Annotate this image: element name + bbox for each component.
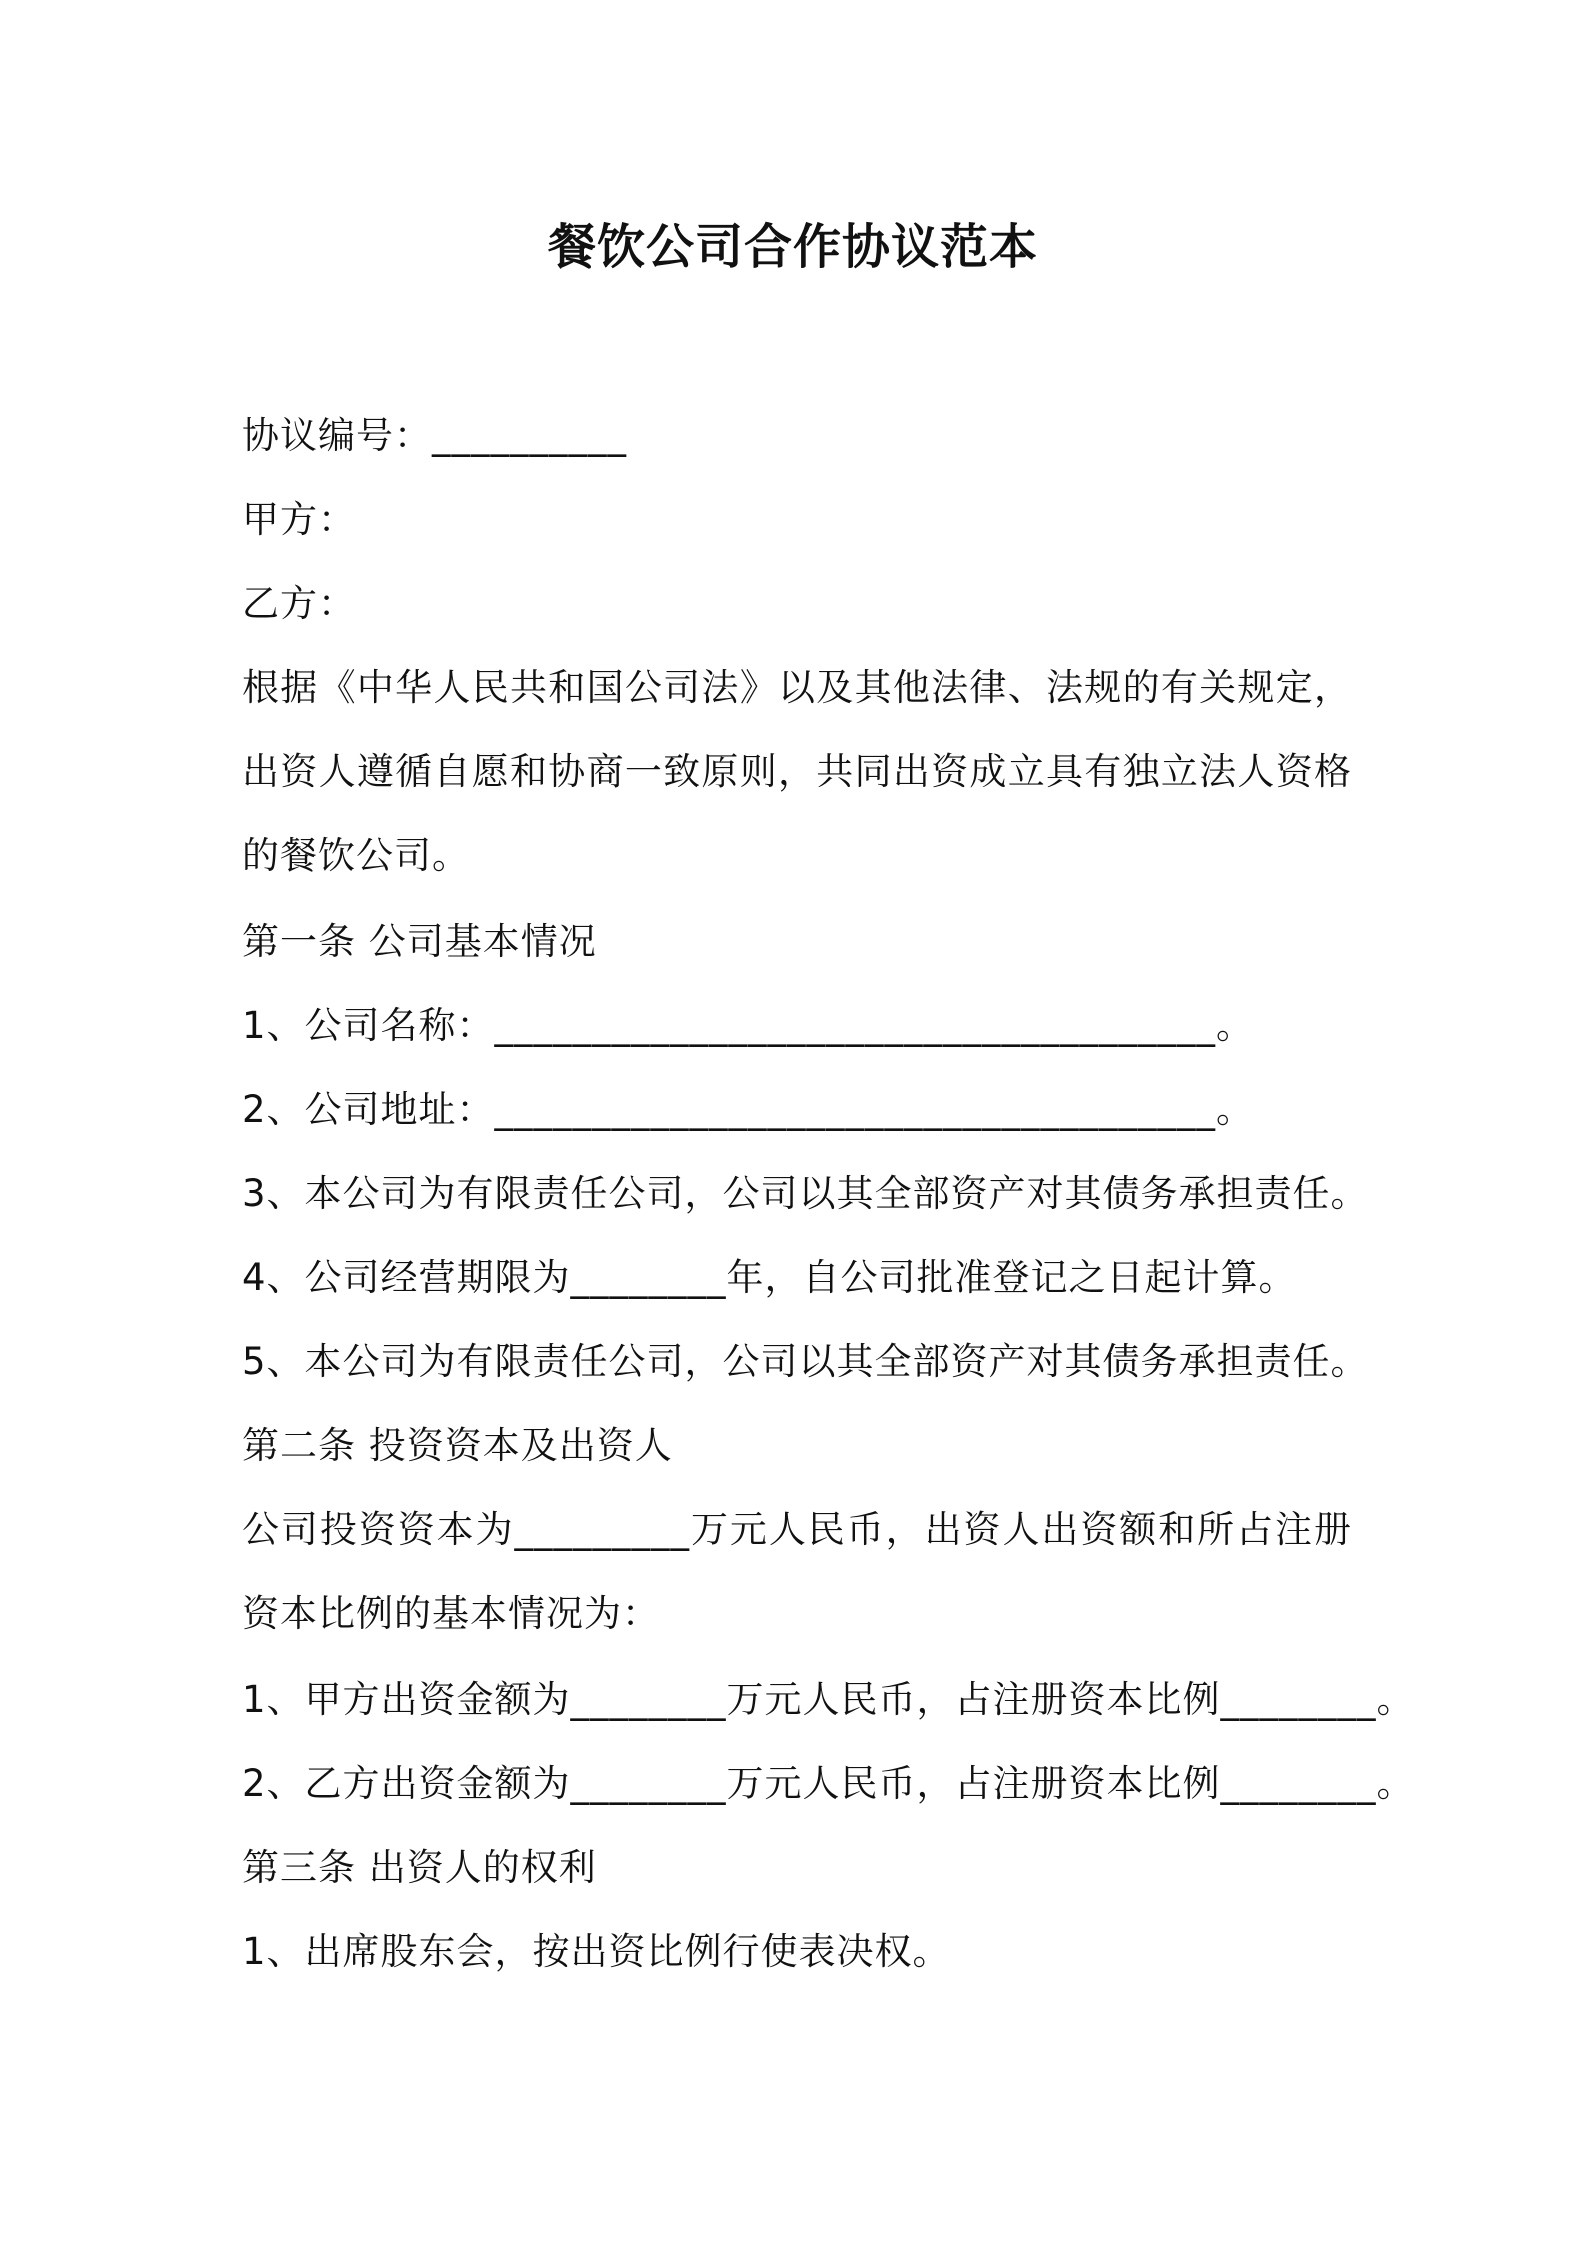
article-1-heading: 第一条 公司基本情况 bbox=[242, 920, 597, 963]
article-1-item-5: 5、本公司为有限责任公司，公司以其全部资产对其债务承担责任。 bbox=[242, 1340, 1369, 1383]
article-2-heading: 第二条 投资资本及出资人 bbox=[242, 1424, 673, 1467]
intro-paragraph: 根据《中华人民共和国公司法》以及其他法律、法规的有关规定，出资人遵循自愿和协商一致原则，共同出资成立具有独立法人资格的餐饮公司。 bbox=[242, 666, 1352, 877]
article-2-item-2: 2、乙方出资金额为________万元人民币，占注册资本比例________。 bbox=[242, 1762, 1415, 1805]
agreement-number: 协议编号：__________ bbox=[242, 414, 627, 457]
article-1-item-2: 2、公司地址：_____________________________________。 bbox=[242, 1088, 1255, 1131]
article-3-item-1: 1、出席股东会，按出资比例行使表决权。 bbox=[242, 1930, 951, 1973]
article-1-item-1: 1、公司名称：_____________________________________。 bbox=[242, 1004, 1255, 1047]
article-1-item-4: 4、公司经营期限为________年，自公司批准登记之日起计算。 bbox=[242, 1256, 1297, 1299]
party-a: 甲方： bbox=[242, 498, 356, 541]
party-b: 乙方： bbox=[242, 582, 356, 625]
article-2-paragraph: 公司投资资本为_________万元人民币，出资人出资额和所占注册资本比例的基本情况为： bbox=[242, 1508, 1352, 1635]
article-2-item-1: 1、甲方出资金额为________万元人民币，占注册资本比例________。 bbox=[242, 1678, 1415, 1721]
article-1-item-3: 3、本公司为有限责任公司，公司以其全部资产对其债务承担责任。 bbox=[242, 1172, 1369, 1215]
document-title: 餐饮公司合作协议范本 bbox=[547, 219, 1038, 275]
article-3-heading: 第三条 出资人的权利 bbox=[242, 1846, 597, 1889]
